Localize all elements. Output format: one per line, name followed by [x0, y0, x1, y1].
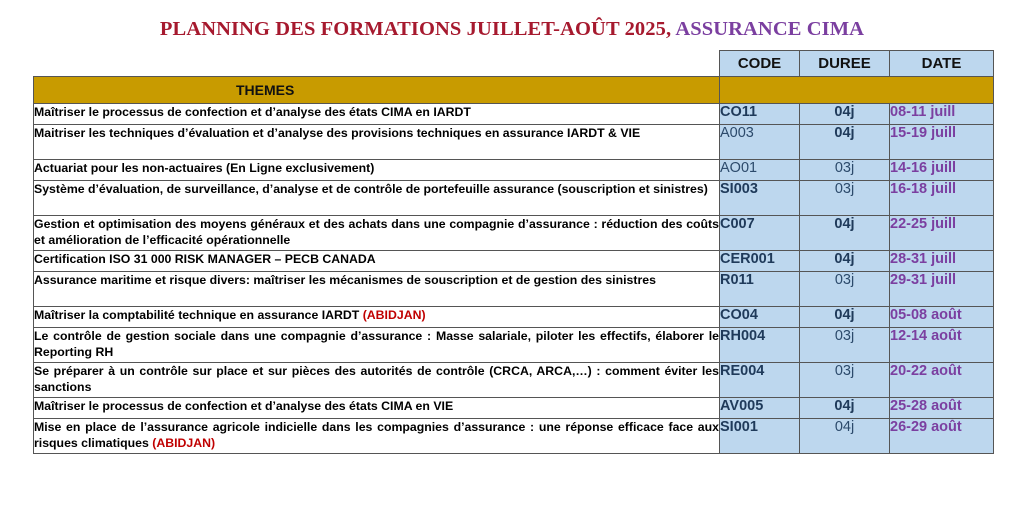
table-row — [34, 125, 994, 160]
theme-cell — [34, 251, 720, 272]
title-sub: ASSURANCE CIMA — [675, 18, 865, 40]
code-cell: AV005 — [720, 398, 800, 419]
code-cell: RE004 — [720, 363, 800, 398]
page-title — [0, 18, 1024, 41]
code-cell: CER001 — [720, 251, 800, 272]
date-cell: 08-11 juill — [890, 104, 994, 125]
theme-text: Gestion et optimisation des moyens généraux et des achats dans une compagnie d’assurance : réduction des coûts et amélioration de l’efficacité opérationnelle — [34, 217, 719, 247]
theme-text: Maîtriser le processus de confection et d’analyse des états CIMA en VIE — [34, 399, 454, 413]
code-cell: C007 — [720, 216, 800, 251]
table-row — [34, 363, 994, 398]
column-header-code: CODE — [720, 51, 800, 77]
themes-header-fill — [720, 77, 994, 104]
table-row — [34, 419, 994, 454]
theme-text: Actuariat pour les non-actuaires (En Ligne exclusivement) — [34, 161, 375, 175]
table-row — [34, 181, 994, 216]
date-cell: 20-22 août — [890, 363, 994, 398]
duree-cell: 03j — [800, 363, 890, 398]
theme-cell — [34, 398, 720, 419]
code-cell: R011 — [720, 272, 800, 307]
table-body — [34, 77, 994, 454]
theme-text: Maitriser les techniques d’évaluation et d’analyse des provisions techniques en assurance IARDT & VIE — [34, 126, 641, 140]
table-row — [34, 251, 994, 272]
code-cell: SI001 — [720, 419, 800, 454]
code-cell: RH004 — [720, 328, 800, 363]
date-cell: 29-31 juill — [890, 272, 994, 307]
duree-cell: 03j — [800, 160, 890, 181]
duree-cell: 04j — [800, 307, 890, 328]
code-cell: CO04 — [720, 307, 800, 328]
theme-cell — [34, 125, 720, 160]
duree-cell: 03j — [800, 328, 890, 363]
duree-cell: 04j — [800, 419, 890, 454]
theme-cell — [34, 328, 720, 363]
themes-header: THEMES — [34, 77, 720, 104]
table-row — [34, 272, 994, 307]
table-row — [34, 216, 994, 251]
table-row — [34, 160, 994, 181]
date-cell: 15-19 juill — [890, 125, 994, 160]
theme-cell — [34, 307, 720, 328]
theme-text: Maîtriser le processus de confection et d’analyse des états CIMA en IARDT — [34, 105, 471, 119]
themes-header-row — [34, 77, 994, 104]
duree-cell: 03j — [800, 181, 890, 216]
table-header-row — [34, 51, 994, 77]
table-row — [34, 398, 994, 419]
theme-cell — [34, 419, 720, 454]
theme-cell — [34, 216, 720, 251]
code-cell: A003 — [720, 125, 800, 160]
theme-text: Maîtriser la comptabilité technique en assurance IARDT — [34, 308, 360, 322]
theme-text: Certification ISO 31 000 RISK MANAGER – PECB CANADA — [34, 252, 376, 266]
column-header-duree: DUREE — [800, 51, 890, 77]
theme-text: Se préparer à un contrôle sur place et sur pièces des autorités de contrôle (CRCA, ARCA,…) : comment éviter les sanctions — [34, 364, 719, 394]
date-cell: 25-28 août — [890, 398, 994, 419]
table-row — [34, 328, 994, 363]
code-cell: SI003 — [720, 181, 800, 216]
header-spacer — [34, 51, 720, 77]
table-row — [34, 104, 994, 125]
date-cell: 14-16 juill — [890, 160, 994, 181]
code-cell: CO11 — [720, 104, 800, 125]
date-cell: 28-31 juill — [890, 251, 994, 272]
duree-cell: 04j — [800, 251, 890, 272]
theme-location: (ABIDJAN) — [152, 436, 216, 450]
theme-cell — [34, 160, 720, 181]
table-row — [34, 307, 994, 328]
title-main: PLANNING DES FORMATIONS JUILLET-AOÛT 2025, — [159, 18, 672, 40]
code-cell: AO01 — [720, 160, 800, 181]
date-cell: 05-08 août — [890, 307, 994, 328]
date-cell: 12-14 août — [890, 328, 994, 363]
theme-location: (ABIDJAN) — [362, 308, 426, 322]
duree-cell: 04j — [800, 104, 890, 125]
duree-cell: 04j — [800, 125, 890, 160]
theme-text: Assurance maritime et risque divers: maîtriser les mécanismes de souscription et de gestion des sinistres — [34, 273, 656, 287]
theme-cell — [34, 272, 720, 307]
theme-cell — [34, 104, 720, 125]
theme-cell — [34, 363, 720, 398]
date-cell: 16-18 juill — [890, 181, 994, 216]
date-cell: 22-25 juill — [890, 216, 994, 251]
training-schedule-table — [33, 50, 994, 454]
date-cell: 26-29 août — [890, 419, 994, 454]
duree-cell: 04j — [800, 398, 890, 419]
theme-text: Le contrôle de gestion sociale dans une compagnie d’assurance : Masse salariale, piloter les effectifs, élaborer le Reporting RH — [34, 329, 719, 359]
theme-text: Système d’évaluation, de surveillance, d’analyse et de contrôle de portefeuille assurance (souscription et sinistres) — [34, 182, 708, 196]
duree-cell: 04j — [800, 216, 890, 251]
theme-cell — [34, 181, 720, 216]
column-header-date: DATE — [890, 51, 994, 77]
theme-text: Mise en place de l’assurance agricole indicielle dans les compagnies d’assurance : une réponse efficace face aux risques climatiques — [34, 420, 719, 450]
duree-cell: 03j — [800, 272, 890, 307]
